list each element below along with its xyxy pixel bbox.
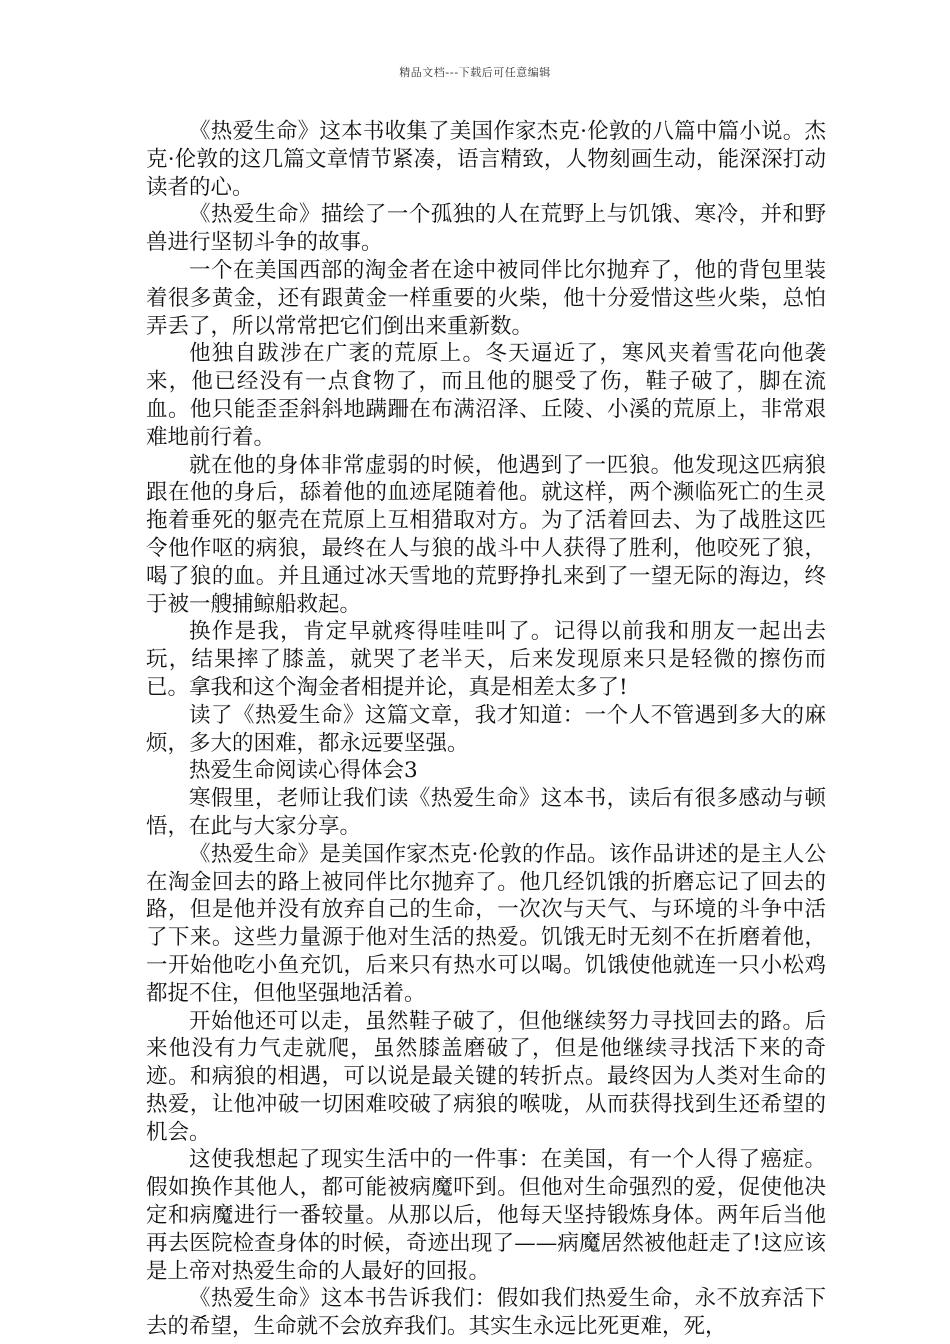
paragraph: 这使我想起了现实生活中的一件事：在美国，有一个人得了癌症。假如换作其他人，都可能被病魔吓到。但他对生命强烈的爱，促使他决定和病魔进行一番较量。从那以后，他每天坚持锻炼身体。两年后当他再去医院检查身体的时候，奇迹出现了——病魔居然被他赶走了!这应该是上帝对热爱生命的人最好的回报。	[146, 1147, 826, 1284]
paragraph: 换作是我，肯定早就疼得哇哇叫了。记得以前我和朋友一起出去玩，结果摔了膝盖，就哭了老半天，后来发现原来只是轻微的擦伤而已。拿我和这个淘金者相提并论，真是相差太多了!	[146, 619, 826, 700]
paragraph: 他独自跋涉在广袤的荒原上。冬天逼近了，寒风夹着雪花向他袭来，他已经没有一点食物了，而且他的腿受了伤，鞋子破了，脚在流血。他只能歪歪斜斜地蹒跚在布满沼泽、丘陵、小溪的荒原上，非常艰难地前行着。	[146, 341, 826, 450]
paragraph: 《热爱生命》这本书告诉我们：假如我们热爱生命，永不放弃活下去的希望，生命就不会放弃我们。其实生永远比死更难，死，	[146, 1286, 826, 1340]
document-body	[146, 118, 826, 1341]
paragraph: 寒假里，老师让我们读《热爱生命》这本书，读后有很多感动与顿悟，在此与大家分享。	[146, 786, 826, 839]
paragraph: 《热爱生命》描绘了一个孤独的人在荒野上与饥饿、寒冷，并和野兽进行坚韧斗争的故事。	[146, 202, 826, 256]
paragraph: 《热爱生命》这本书收集了美国作家杰克·伦敦的八篇中篇小说。杰克·伦敦的这几篇文章情节紧凑，语言精致，人物刻画生动，能深深打动读者的心。	[146, 119, 826, 200]
page-header: 精品文档---下载后可任意编辑	[399, 66, 551, 79]
paragraph: 一个在美国西部的淘金者在途中被同伴比尔抛弃了，他的背包里装着很多黄金，还有跟黄金一样重要的火柴，他十分爱惜这些火柴，总怕弄丢了，所以常常把它们倒出来重新数。	[146, 257, 826, 339]
paragraph: 开始他还可以走，虽然鞋子破了，但他继续努力寻找回去的路。后来他没有力气走就爬，虽然膝盖磨破了，但是他继续寻找活下来的奇迹。和病狼的相遇，可以说是最关键的转折点。最终因为人类对生命的热爱，让他冲破一切困难咬破了病狼的喉咙，从而获得找到生还希望的机会。	[146, 1008, 826, 1145]
paragraph: 《热爱生命》是美国作家杰克·伦敦的作品。该作品讲述的是主人公在淘金回去的路上被同伴比尔抛弃了。他几经饥饿的折磨忘记了回去的路，但是他并没有放弃自己的生命，一次次与天气、与环境的斗争中活了下来。这些力量源于他对生活的热爱。饥饿无时无刻不在折磨着他，一开始他吃小鱼充饥，后来只有热水可以喝。饥饿使他就连一只小松鸡都捉不住，但他坚强地活着。	[146, 841, 826, 1006]
paragraph: 就在他的身体非常虚弱的时候，他遇到了一匹狼。他发现这匹病狼跟在他的身后，舔着他的血迹尾随着他。就这样，两个濒临死亡的生灵拖着垂死的躯壳在荒原上互相猎取对方。为了活着回去、为了战胜这匹令他作呕的病狼，最终在人与狼的战斗中人获得了胜利，他咬死了狼，喝了狼的血。并且通过冰天雪地的荒野挣扎来到了一望无际的海边，终于被一艘捕鲸船救起。	[146, 452, 826, 617]
paragraph: 读了《热爱生命》这篇文章，我才知道：一个人不管遇到多大的麻烦，多大的困难，都永远要坚强。	[146, 702, 826, 756]
section-heading: 热爱生命阅读心得体会3	[189, 758, 418, 784]
